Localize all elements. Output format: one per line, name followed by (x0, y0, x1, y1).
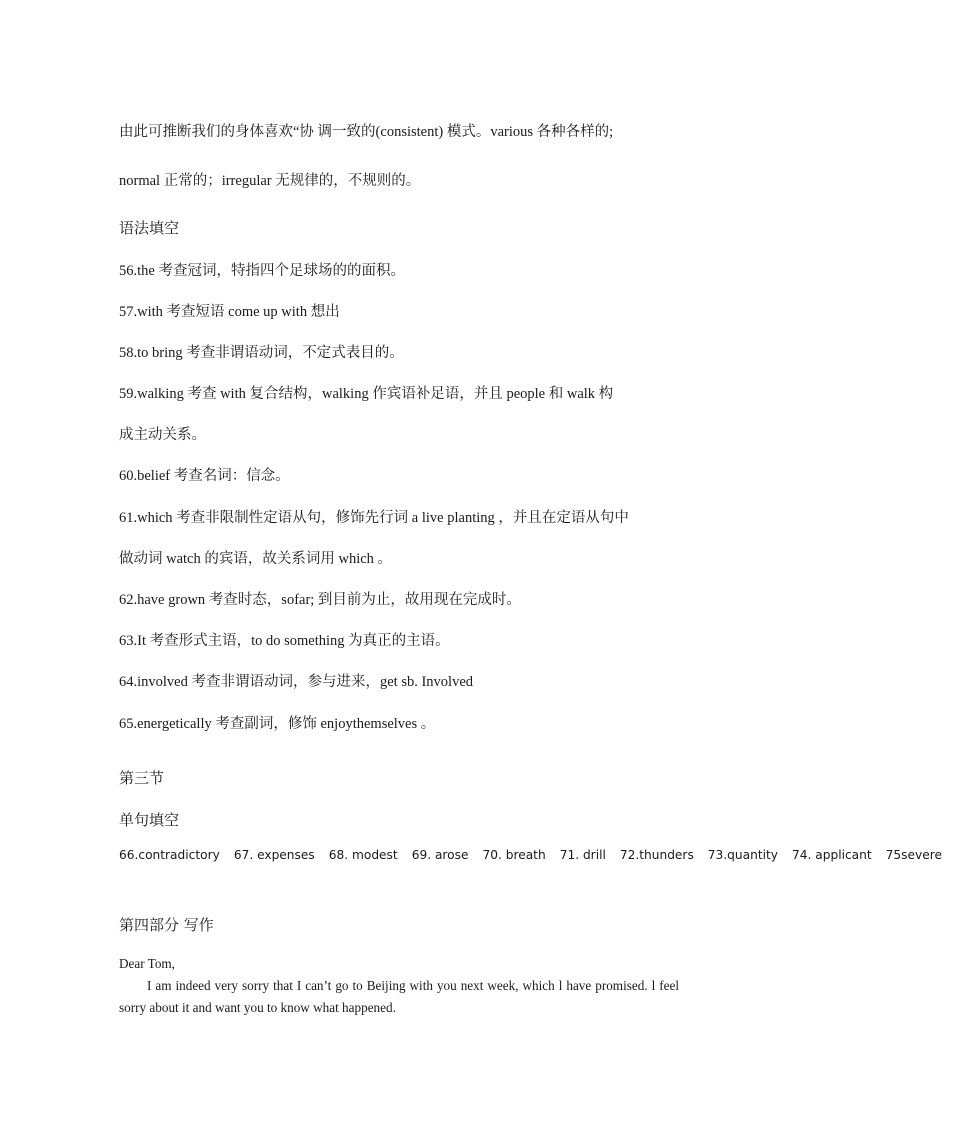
grammar-item-60: 60.belief 考查名词：信念。 (119, 468, 290, 484)
grammar-item-56: 56.the 考查冠词，特指四个足球场的的面积。 (119, 263, 405, 279)
answer-75: 75severe (885, 848, 942, 862)
intro-line-1: 由此可推断我们的身体喜欢“协 调一致的(consistent) 模式。various 各种各样的; (119, 124, 614, 140)
grammar-item-59: 59.walking 考查 with 复合结构，walking 作宾语补足语，并且 people 和 walk 构 (119, 386, 614, 402)
answer-68: 68. modest (328, 848, 398, 862)
answer-73: 73.quantity (707, 848, 778, 862)
grammar-item-61: 61.which 考查非限制性定语从句，修饰先行词 a live planting ，并且在定语从句中 (119, 510, 629, 526)
grammar-item-62: 62.have grown 考查时态，sofar; 到目前为止，故用现在完成时。 (119, 592, 521, 608)
answer-71: 71. drill (559, 848, 606, 862)
section3-subheading: 单句填空 (119, 811, 180, 829)
answer-72: 72.thunders (619, 848, 694, 862)
answer-list (119, 846, 942, 864)
grammar-item-59-cont: 成主动关系。 (119, 427, 206, 443)
answer-69: 69. arose (411, 848, 469, 862)
letter (119, 953, 679, 1019)
grammar-heading: 语法填空 (119, 219, 180, 237)
grammar-item-64: 64.involved 考查非谓语动词，参与进来，get sb. Involved (119, 674, 474, 690)
answer-67: 67. expenses (233, 848, 315, 862)
answer-70: 70. breath (482, 848, 546, 862)
section3-heading: 第三节 (119, 769, 165, 787)
grammar-item-57: 57.with 考查短语 come up with 想出 (119, 304, 340, 320)
answer-74: 74. applicant (792, 848, 872, 862)
answer-66: 66.contradictory (119, 848, 220, 862)
letter-salutation: Dear Tom, (119, 956, 175, 971)
grammar-item-58: 58.to bring 考查非谓语动词，不定式表目的。 (119, 345, 404, 361)
grammar-item-65: 65.energetically 考查副词，修饰 enjoythemselves 。 (119, 716, 436, 732)
grammar-item-63: 63.It 考查形式主语，to do something 为真正的主语。 (119, 633, 450, 649)
intro-line-2: normal 正常的；irregular 无规律的，不规则的。 (119, 173, 421, 189)
letter-body: I am indeed very sorry that I can’t go to Beijing with you next week, which l have promised. l feel sorry about it and want you to know what happened. (119, 978, 679, 1015)
section4-heading: 第四部分 写作 (119, 916, 214, 934)
grammar-item-61-cont: 做动词 watch 的宾语，故关系词用 which 。 (119, 551, 393, 567)
